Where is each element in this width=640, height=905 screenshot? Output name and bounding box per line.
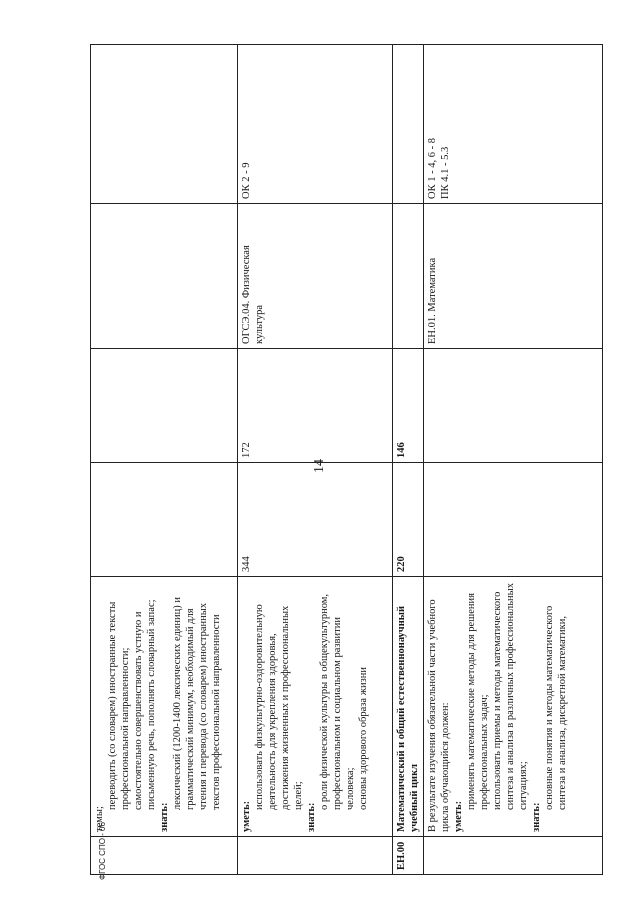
description-line: Математический и общий естественнонаучный учебный цикл xyxy=(396,605,420,832)
cell-description xyxy=(91,577,238,837)
cell-competencies: ОК 1 - 4, 6 - 8 ПК 4.1 - 5.3 xyxy=(424,45,603,204)
page-number: 14 xyxy=(312,459,327,473)
cell-max-load xyxy=(424,463,603,577)
description-line: о роли физической культуры в общекультурном, профессиональном и социальном развитии человека; xyxy=(319,593,356,810)
rotated-table-container xyxy=(90,45,580,875)
cell-hours xyxy=(424,349,603,463)
cell-max-load xyxy=(91,463,238,577)
cell-index: ЕН.00 xyxy=(393,837,424,875)
description-line: лексический (1200-1400 лексических единиц) и грамматический минимум, необходимый для чтения и перевода (со словарем) иностранных текстов профессиональной направленности xyxy=(172,596,222,810)
description-line: основы здорового образа жизни xyxy=(358,667,369,810)
table-row xyxy=(393,45,424,875)
cell-discipline xyxy=(91,204,238,349)
description-line: основные понятия и методы математического синтеза и анализа, дискретной математики, xyxy=(544,605,568,810)
cell-competencies: ОК 2 - 9 xyxy=(238,45,393,204)
description-line: уметь: xyxy=(453,800,464,832)
cell-index xyxy=(91,837,238,875)
cell-discipline: ОГСЭ.04. Физическая культура xyxy=(238,204,393,349)
cell-hours: 172 xyxy=(238,349,393,463)
cell-description xyxy=(393,577,424,837)
description-line: самостоятельно совершенствовать устную и письменную речь, пополнять словарный запас; xyxy=(133,599,157,810)
cell-discipline xyxy=(393,204,424,349)
description-line: знать: xyxy=(306,802,317,832)
description-line: переводить (со словарем) иностранные тексты профессиональной направленности; xyxy=(107,601,131,810)
cell-index xyxy=(424,837,603,875)
footer-code: ФГОС СПО - 06 xyxy=(98,822,107,880)
cell-competencies xyxy=(91,45,238,204)
description-line: использовать приемы и методы математического синтеза и анализа в различных профессиональных ситуациях; xyxy=(492,583,529,810)
description-line: В результате изучения обязательной части учебного цикла обучающийся должен: xyxy=(427,599,451,832)
cell-description xyxy=(238,577,393,837)
description-line: применять математические методы для решения профессиональных задач; xyxy=(466,593,490,810)
cell-max-load: 344 xyxy=(238,463,393,577)
curriculum-table xyxy=(90,44,603,875)
table-row xyxy=(238,45,393,875)
description-line: использовать физкультурно-оздоровительную деятельность для укрепления здоровья, достижения жизненных и профессиональных целей; xyxy=(254,604,304,810)
description-line: знать: xyxy=(159,802,170,832)
description-line: знать: xyxy=(531,802,542,832)
cell-max-load: 220 xyxy=(393,463,424,577)
cell-competencies xyxy=(393,45,424,204)
cell-hours: 146 xyxy=(393,349,424,463)
cell-index xyxy=(238,837,393,875)
table-row xyxy=(424,45,603,875)
description-line: темы; xyxy=(94,806,105,832)
cell-discipline: ЕН.01. Математика xyxy=(424,204,603,349)
description-line: уметь: xyxy=(241,800,252,832)
cell-description xyxy=(424,577,603,837)
cell-hours xyxy=(91,349,238,463)
table-row xyxy=(91,45,238,875)
